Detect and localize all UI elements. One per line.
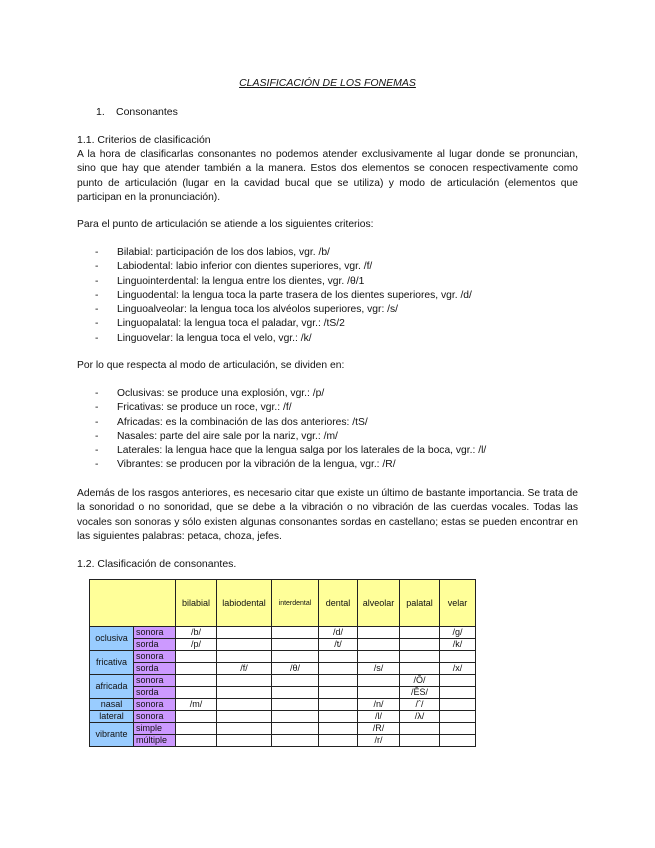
phoneme-cell (319, 735, 358, 747)
phoneme-cell (319, 675, 358, 687)
punto-list (77, 246, 587, 346)
intro-paragraph: A la hora de clasificarlas consonantes no podemos atender exclusivamente al lugar donde se pronuncian, sino que hay que atender también a la manera. Estos dos elementos se conocen respectivamente como punto de articulación (lugar en la cavidad bucal que se utiliza) y modo de articulación (elementos que participan en la pronunciación). (77, 149, 578, 203)
phoneme-cell (217, 627, 272, 639)
phoneme-cell: /l/ (358, 711, 400, 723)
phoneme-cell (440, 651, 476, 663)
phoneme-cell (358, 627, 400, 639)
phoneme-cell: /k/ (440, 639, 476, 651)
phoneme-cell (272, 639, 319, 651)
phoneme-cell (440, 699, 476, 711)
phoneme-cell (176, 687, 217, 699)
phoneme-cell (176, 663, 217, 675)
phoneme-cell (217, 735, 272, 747)
phoneme-cell (272, 627, 319, 639)
list-item-text: Linguodental: la lengua toca la parte trasera de los dientes superiores, vgr. /d/ (117, 289, 472, 301)
phoneme-cell (400, 639, 440, 651)
list-item-text: Linguoalveolar: la lengua toca los alvéolos superiores, vgr: /s/ (117, 304, 399, 316)
phoneme-cell (358, 651, 400, 663)
phoneme-cell (400, 663, 440, 675)
phoneme-cell (440, 675, 476, 687)
phoneme-cell: /θ/ (272, 663, 319, 675)
sonority-label: sonora (134, 711, 176, 723)
sonority-label: sonora (134, 651, 176, 663)
subsection-heading-tabla: 1.2. Clasificación de consonantes. (77, 558, 237, 570)
bullet-dash: - (95, 402, 99, 414)
phoneme-cell (440, 723, 476, 735)
phoneme-cell (217, 639, 272, 651)
phoneme-cell: /n/ (358, 699, 400, 711)
list-item-text: Linguointerdental: la lengua entre los dientes, vgr. /θ/1 (117, 275, 365, 287)
list-item (77, 458, 587, 472)
phoneme-cell (176, 651, 217, 663)
table-row (90, 675, 476, 687)
phoneme-cell (272, 675, 319, 687)
phoneme-cell: /ˆ/ (400, 699, 440, 711)
bullet-dash: - (95, 445, 99, 457)
page-title: CLASIFICACIÓN DE LOS FONEMAS (239, 77, 416, 89)
phoneme-cell (272, 723, 319, 735)
sonority-label: sorda (134, 639, 176, 651)
sonority-label: sonora (134, 675, 176, 687)
table-row (90, 735, 476, 747)
phoneme-cell (400, 651, 440, 663)
sonority-label: múltiple (134, 735, 176, 747)
phoneme-cell (217, 651, 272, 663)
phoneme-cell (440, 735, 476, 747)
phoneme-cell: /p/ (176, 639, 217, 651)
phoneme-cell (217, 687, 272, 699)
sonority-label: sonora (134, 627, 176, 639)
list-item-text: Bilabial: participación de los dos labios, vgr. /b/ (117, 247, 330, 258)
column-header-palatal: palatal (400, 580, 440, 627)
list-item (77, 444, 587, 458)
table-row (90, 651, 476, 663)
phoneme-cell (176, 711, 217, 723)
list-item-text: Linguopalatal: la lengua toca el paladar, vgr.: /tS/2 (117, 318, 345, 330)
modo-intro: Por lo que respecta al modo de articulación, se dividen en: (77, 360, 345, 371)
phoneme-cell (217, 711, 272, 723)
section-label: Consonantes (116, 106, 178, 118)
table-row (90, 687, 476, 699)
list-item (77, 317, 587, 331)
sonority-label: simple (134, 723, 176, 735)
phoneme-cell: /f/ (217, 663, 272, 675)
column-header-dental: dental (319, 580, 358, 627)
phoneme-cell (176, 723, 217, 735)
phoneme-cell (400, 723, 440, 735)
bullet-dash: - (95, 304, 99, 316)
phoneme-cell (217, 675, 272, 687)
phoneme-cell (440, 687, 476, 699)
list-item (77, 303, 587, 317)
table-row (90, 723, 476, 735)
column-header-labiodental: labiodental (217, 580, 272, 627)
phoneme-cell (400, 627, 440, 639)
list-item-text: Laterales: la lengua hace que la lengua salga por los laterales de la boca, vgr.: /l/ (117, 445, 487, 457)
bullet-dash: - (95, 332, 99, 344)
phoneme-cell (272, 735, 319, 747)
list-item-text: Labiodental: labio inferior con dientes superiores, vgr. /f/ (117, 261, 373, 273)
phoneme-cell (358, 639, 400, 651)
header-corner (90, 580, 176, 627)
list-item-text: Vibrantes: se producen por la vibración de la lengua, vgr.: /R/ (117, 459, 396, 471)
phoneme-cell (319, 723, 358, 735)
list-item (77, 387, 587, 401)
list-item (77, 275, 587, 289)
phoneme-cell: /Ô/ (400, 675, 440, 687)
mode-label-lateral: lateral (90, 711, 134, 723)
list-item (77, 332, 587, 346)
sonority-label: sonora (134, 699, 176, 711)
bullet-dash: - (95, 459, 99, 471)
phoneme-cell (272, 699, 319, 711)
list-item-text: Nasales: parte del aire sale por la nariz, vgr.: /m/ (117, 430, 338, 442)
phoneme-cell: /λ/ (400, 711, 440, 723)
phoneme-cell (358, 687, 400, 699)
table-header-row (90, 580, 476, 627)
list-item-text: Africadas: es la combinación de las dos anteriores: /tS/ (117, 416, 368, 428)
list-item (77, 430, 587, 444)
bullet-dash: - (95, 275, 99, 287)
bullet-dash: - (95, 247, 99, 258)
column-header-bilabial: bilabial (176, 580, 217, 627)
phoneme-cell (358, 675, 400, 687)
subsection-heading-criterios: 1.1. Criterios de clasificación (77, 134, 211, 146)
phoneme-cell: /ÊS/ (400, 687, 440, 699)
phoneme-cell (217, 723, 272, 735)
phoneme-cell: /x/ (440, 663, 476, 675)
list-item (77, 289, 587, 303)
phoneme-cell (400, 735, 440, 747)
phoneme-cell: /d/ (319, 627, 358, 639)
phoneme-cell (272, 711, 319, 723)
list-item (77, 246, 587, 260)
list-item-text: Oclusivas: se produce una explosión, vgr.: /p/ (117, 388, 325, 399)
phoneme-cell (176, 735, 217, 747)
mode-label-fricativa: fricativa (90, 651, 134, 675)
list-item (77, 416, 587, 430)
phoneme-cell (272, 687, 319, 699)
bullet-dash: - (95, 318, 99, 330)
mode-label-oclusiva: oclusiva (90, 627, 134, 651)
punto-intro: Para el punto de articulación se atiende a los siguientes criterios: (77, 219, 374, 230)
column-header-alveolar: alveolar (358, 580, 400, 627)
phoneme-cell (319, 663, 358, 675)
list-item-text: Linguovelar: la lengua toca el velo, vgr.: /k/ (117, 332, 312, 344)
phoneme-cell: /b/ (176, 627, 217, 639)
phoneme-cell (319, 711, 358, 723)
bullet-dash: - (95, 416, 99, 428)
phoneme-cell: /t/ (319, 639, 358, 651)
phoneme-cell (217, 699, 272, 711)
phoneme-cell: /g/ (440, 627, 476, 639)
list-item (77, 260, 587, 274)
phoneme-cell: /r/ (358, 735, 400, 747)
table-row (90, 639, 476, 651)
bullet-dash: - (95, 289, 99, 301)
bullet-dash: - (95, 261, 99, 273)
list-item-text: Fricativas: se produce un roce, vgr.: /f/ (117, 402, 292, 414)
sonority-label: sorda (134, 687, 176, 699)
mode-label-nasal: nasal (90, 699, 134, 711)
consonant-table (89, 579, 476, 747)
phoneme-cell (272, 651, 319, 663)
section-heading (96, 106, 178, 118)
phoneme-cell: /m/ (176, 699, 217, 711)
table-row (90, 663, 476, 675)
phoneme-cell (319, 651, 358, 663)
sonoridad-paragraph: Además de los rasgos anteriores, es necesario citar que existe un último de bastante importancia. Se trata de la sonoridad o no sonoridad, que se debe a la vibración o no vibración de las cuerdas vocales. Todas las vocales son sonoras y sólo existen algunas consonantes sordas en castellano; estas se pueden encontrar en las siguientes palabras: petaca, choza, jefes. (77, 488, 578, 542)
mode-label-vibrante: vibrante (90, 723, 134, 747)
table-row (90, 711, 476, 723)
table-row (90, 699, 476, 711)
column-header-interdental: interdental (272, 580, 319, 627)
bullet-dash: - (95, 388, 99, 399)
section-number: 1. (96, 106, 105, 118)
phoneme-cell (440, 711, 476, 723)
bullet-dash: - (95, 430, 99, 442)
phoneme-cell (319, 687, 358, 699)
column-header-velar: velar (440, 580, 476, 627)
table-row (90, 627, 476, 639)
mode-label-africada: africada (90, 675, 134, 699)
list-item (77, 401, 587, 415)
phoneme-cell: /s/ (358, 663, 400, 675)
phoneme-cell (176, 675, 217, 687)
modo-list (77, 387, 587, 473)
phoneme-cell (319, 699, 358, 711)
phoneme-cell: /R/ (358, 723, 400, 735)
sonority-label: sorda (134, 663, 176, 675)
